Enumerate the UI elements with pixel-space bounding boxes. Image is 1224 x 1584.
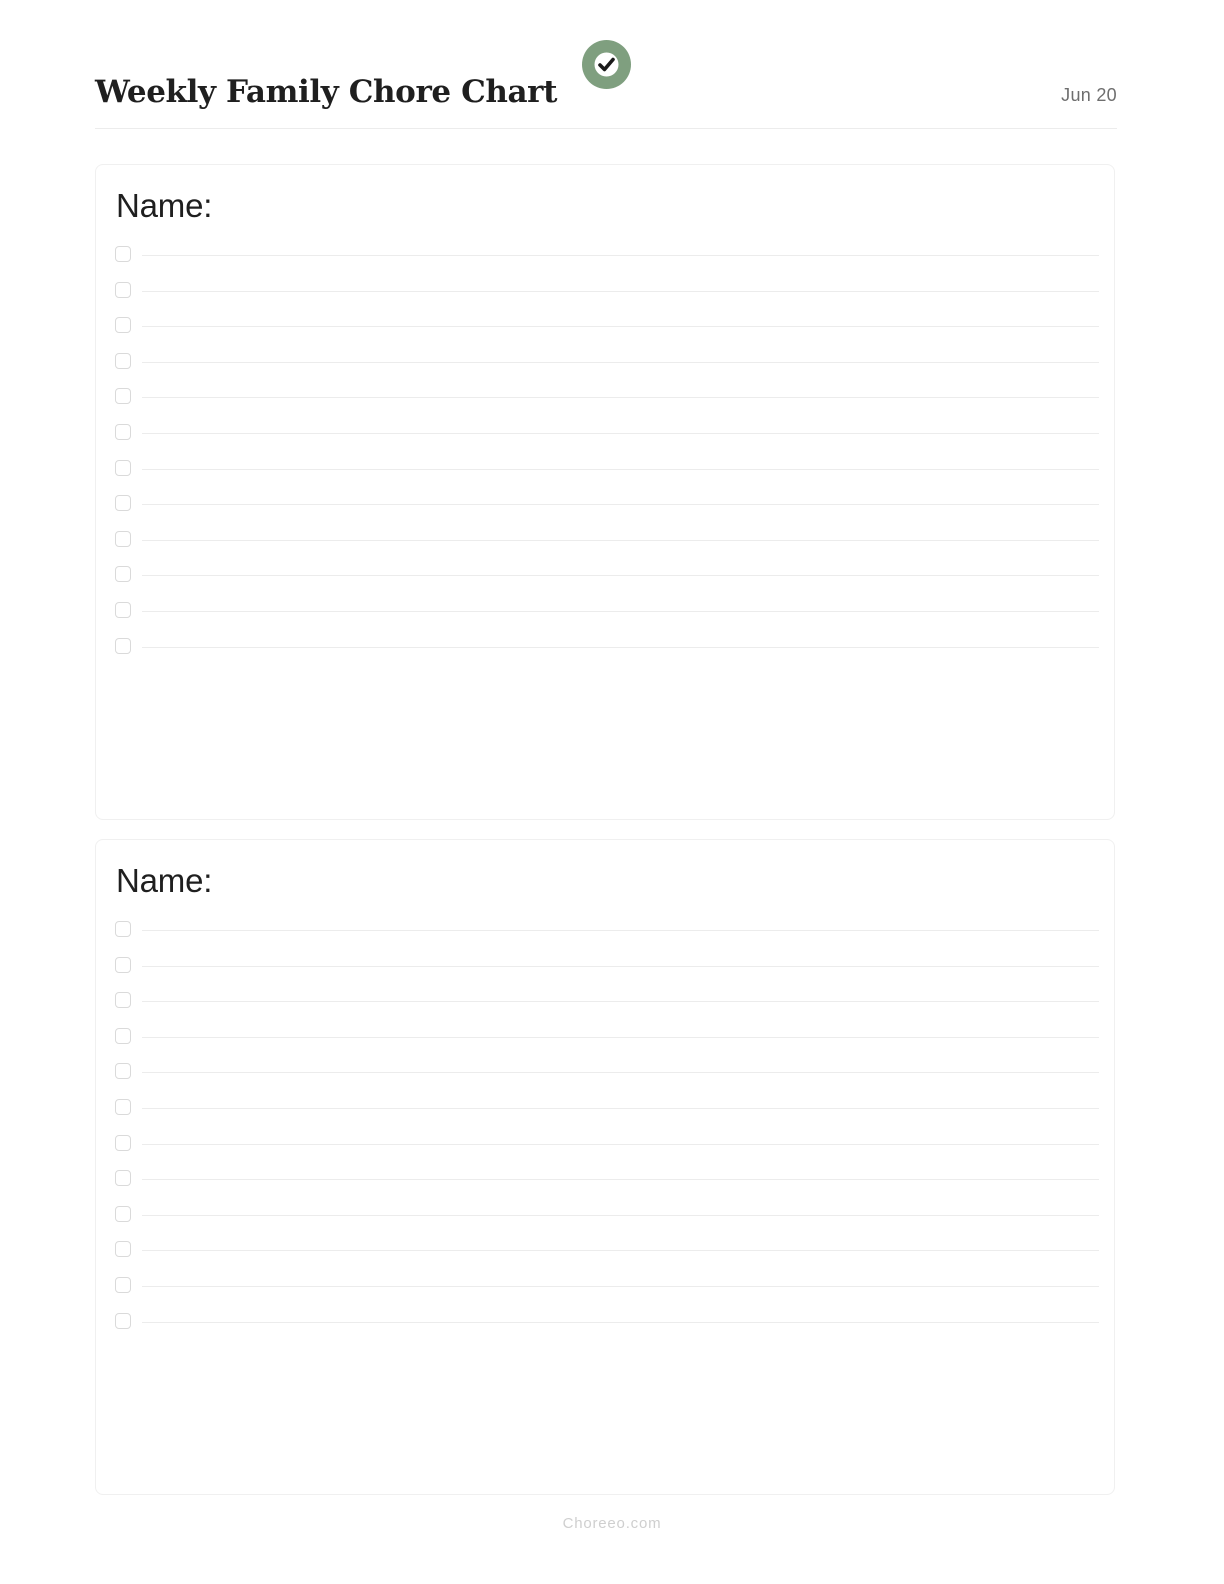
chore-checkbox[interactable] bbox=[115, 1241, 131, 1257]
chore-checkbox[interactable] bbox=[115, 566, 131, 582]
chore-write-line[interactable] bbox=[142, 611, 1099, 612]
chore-checkbox[interactable] bbox=[115, 602, 131, 618]
chore-write-line[interactable] bbox=[142, 1001, 1099, 1002]
chore-write-line[interactable] bbox=[142, 1179, 1099, 1180]
chore-write-line[interactable] bbox=[142, 255, 1099, 256]
chore-row bbox=[115, 921, 1099, 957]
chore-write-line[interactable] bbox=[142, 575, 1099, 576]
chore-write-line[interactable] bbox=[142, 647, 1099, 648]
chore-write-line[interactable] bbox=[142, 1215, 1099, 1216]
chore-checkbox[interactable] bbox=[115, 638, 131, 654]
chore-row bbox=[115, 957, 1099, 993]
chore-row bbox=[115, 531, 1099, 567]
chore-checkbox[interactable] bbox=[115, 353, 131, 369]
chore-write-line[interactable] bbox=[142, 966, 1099, 967]
chore-write-line[interactable] bbox=[142, 1144, 1099, 1145]
chore-write-line[interactable] bbox=[142, 1322, 1099, 1323]
chore-checkbox[interactable] bbox=[115, 1170, 131, 1186]
chore-checkbox[interactable] bbox=[115, 1135, 131, 1151]
chore-checkbox[interactable] bbox=[115, 1099, 131, 1115]
chore-row bbox=[115, 1206, 1099, 1242]
chore-write-line[interactable] bbox=[142, 469, 1099, 470]
chore-checkbox[interactable] bbox=[115, 460, 131, 476]
chore-write-line[interactable] bbox=[142, 504, 1099, 505]
chore-checkbox[interactable] bbox=[115, 921, 131, 937]
chore-checkbox[interactable] bbox=[115, 992, 131, 1008]
chore-checkbox[interactable] bbox=[115, 424, 131, 440]
chore-write-line[interactable] bbox=[142, 1250, 1099, 1251]
chore-row bbox=[115, 317, 1099, 353]
chore-checkbox[interactable] bbox=[115, 1277, 131, 1293]
chore-row bbox=[115, 992, 1099, 1028]
chore-row bbox=[115, 495, 1099, 531]
chore-checkbox[interactable] bbox=[115, 282, 131, 298]
chore-row bbox=[115, 282, 1099, 318]
chore-write-line[interactable] bbox=[142, 433, 1099, 434]
chore-checkbox[interactable] bbox=[115, 317, 131, 333]
footer-link[interactable]: Choreeo.com bbox=[562, 1515, 662, 1532]
chore-card bbox=[95, 164, 1115, 820]
chore-write-line[interactable] bbox=[142, 1108, 1099, 1109]
chore-row bbox=[115, 246, 1099, 282]
chore-write-line[interactable] bbox=[142, 362, 1099, 363]
chore-write-line[interactable] bbox=[142, 326, 1099, 327]
check-circle-icon bbox=[582, 40, 631, 89]
chore-write-line[interactable] bbox=[142, 291, 1099, 292]
chore-row bbox=[115, 1135, 1099, 1171]
chore-row bbox=[115, 1313, 1099, 1349]
chore-row bbox=[115, 1241, 1099, 1277]
chore-checkbox[interactable] bbox=[115, 1028, 131, 1044]
name-label: Name: bbox=[116, 187, 213, 224]
chore-write-line[interactable] bbox=[142, 1286, 1099, 1287]
chore-row bbox=[115, 1099, 1099, 1135]
chart-date: Jun 20 bbox=[1061, 85, 1117, 105]
chore-checkbox[interactable] bbox=[115, 1313, 131, 1329]
chore-checkbox[interactable] bbox=[115, 1206, 131, 1222]
chore-row bbox=[115, 1170, 1099, 1206]
chore-row bbox=[115, 424, 1099, 460]
chore-row bbox=[115, 1277, 1099, 1313]
chore-row bbox=[115, 638, 1099, 674]
chore-row bbox=[115, 1063, 1099, 1099]
chore-row bbox=[115, 353, 1099, 389]
chore-list bbox=[115, 921, 1099, 1348]
chore-row bbox=[115, 566, 1099, 602]
chore-card bbox=[95, 839, 1115, 1495]
chore-list bbox=[115, 246, 1099, 673]
chore-checkbox[interactable] bbox=[115, 495, 131, 511]
chore-checkbox[interactable] bbox=[115, 246, 131, 262]
chore-row bbox=[115, 1028, 1099, 1064]
chore-checkbox[interactable] bbox=[115, 957, 131, 973]
page-title: Weekly Family Chore Chart bbox=[95, 74, 558, 110]
chore-write-line[interactable] bbox=[142, 540, 1099, 541]
chore-row bbox=[115, 602, 1099, 638]
chore-write-line[interactable] bbox=[142, 930, 1099, 931]
chore-row bbox=[115, 388, 1099, 424]
chore-write-line[interactable] bbox=[142, 1072, 1099, 1073]
chore-write-line[interactable] bbox=[142, 397, 1099, 398]
chore-checkbox[interactable] bbox=[115, 531, 131, 547]
chore-row bbox=[115, 460, 1099, 496]
chore-write-line[interactable] bbox=[142, 1037, 1099, 1038]
chore-checkbox[interactable] bbox=[115, 1063, 131, 1079]
chore-checkbox[interactable] bbox=[115, 388, 131, 404]
name-label: Name: bbox=[116, 862, 213, 899]
